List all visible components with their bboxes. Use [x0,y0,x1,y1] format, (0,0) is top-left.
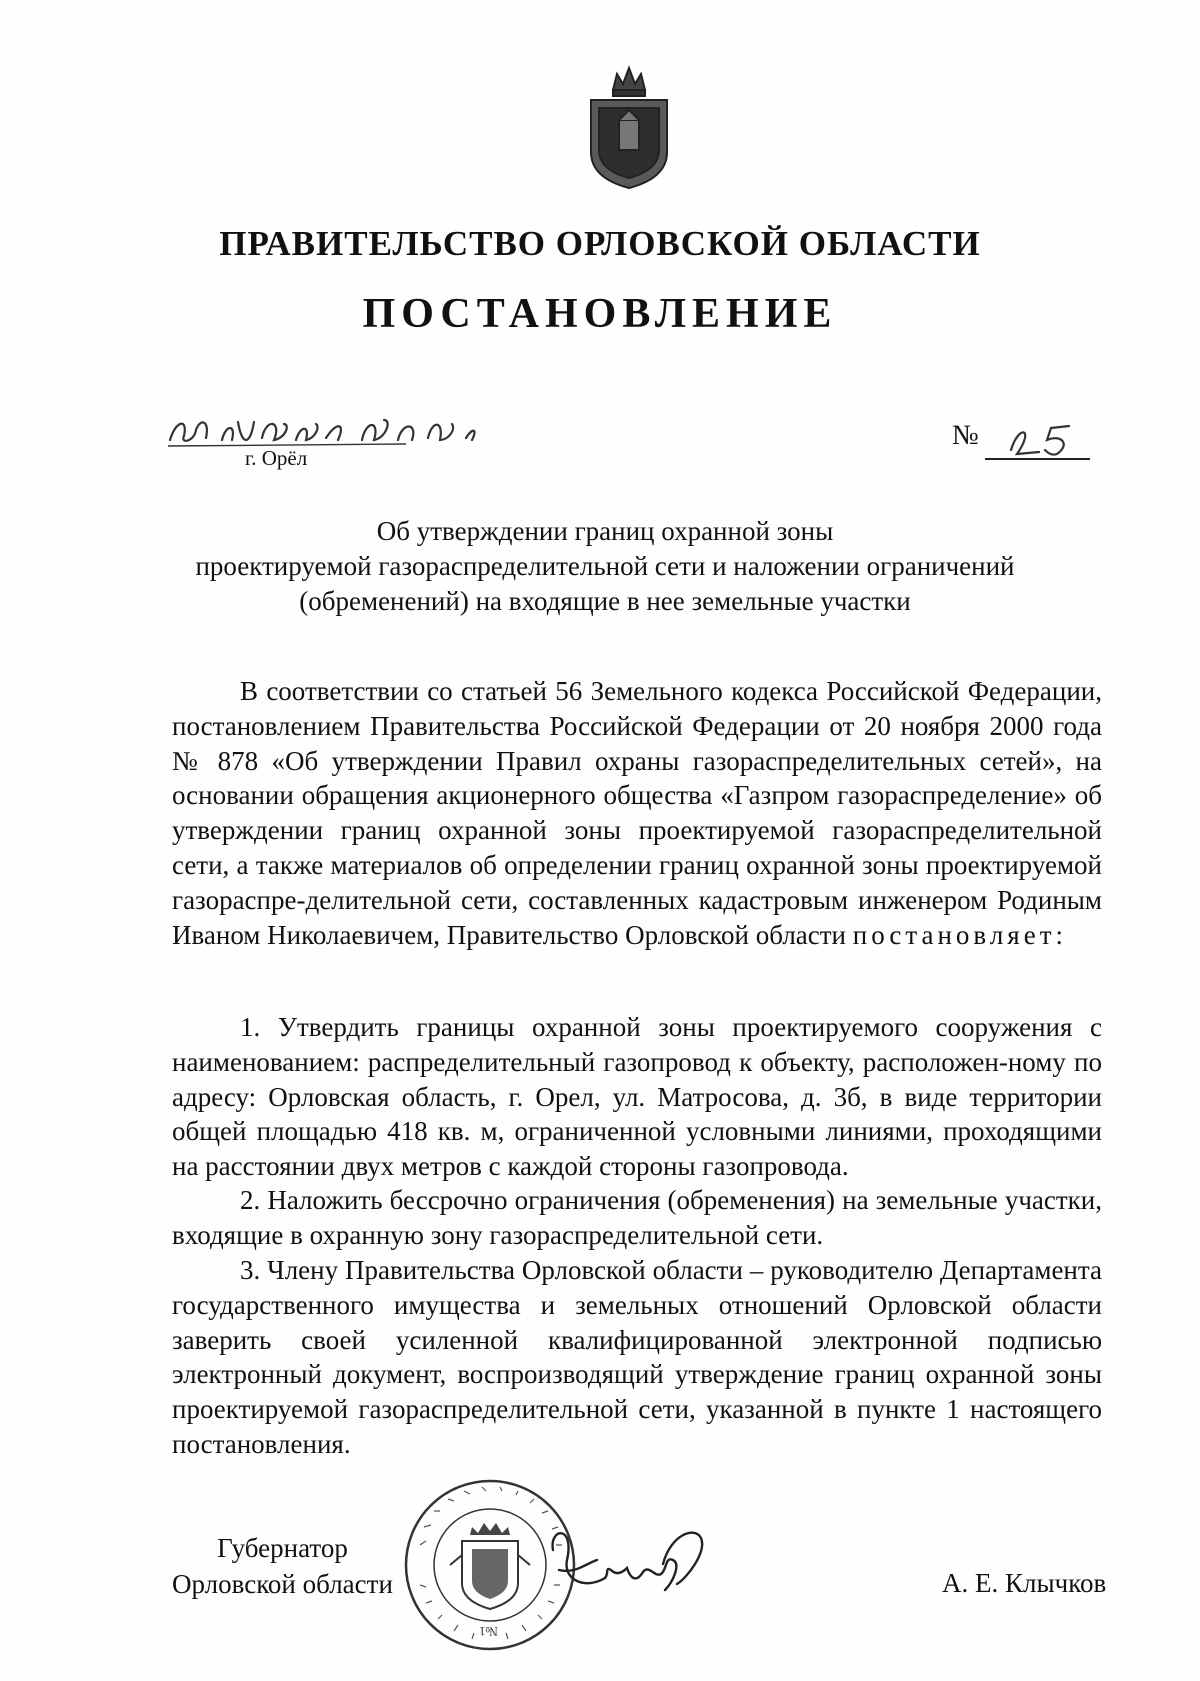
signatory-position [172,1530,393,1602]
position-line: Орловской области [172,1569,393,1599]
clause-2: 2. Наложить бессрочно ограничения (обременения) на земельные участки, входящие в охранную зону газораспределительной сети. [172,1185,1102,1250]
coat-of-arms-icon [583,60,675,192]
signatory-name: А. Е. Клычков [942,1568,1107,1598]
city-name: г. Орёл [245,446,308,470]
number-underline [985,458,1090,460]
svg-text:№1: №1 [479,1624,498,1639]
government-name: ПРАВИТЕЛЬСТВО ОРЛОВСКОЙ ОБЛАСТИ [219,224,981,263]
position-line: Губернатор [217,1533,348,1563]
clause-1: 1. Утвердить границы охранной зоны проектируемого сооружения с наименованием: распределительный газопровод к объекту, расположен-ному по адресу: Орловская область, г. Орел, ул. Матросова, д. 3б, в виде территории общей площадью 418 кв. м, ограниченной условными линиями, проходящими на расстоянии двух метров с каждой стороны газопровода. [172,1012,1102,1182]
subject-line: проектируемой газораспределительной сети и наложении ограничений [195,551,1015,581]
handwritten-number [1005,418,1075,460]
preamble-text: В соответствии со статьей 56 Земельного кодекса Российской Федерации, постановлением Правительства Российской Федерации от 20 ноября 2000 года № 878 «Об утверждении Правил охраны газораспределительных сетей», на основании обращения акционерного общества «Газпром газораспределение» об утверждении границ охранной зоны проектируемой газораспределительной сети, а также материалов об определении границ охранной зоны проектируемой газораспре-делительной сети, составленных кадастровым инженером Родиным Иваном Николаевичем, Правительство Орловской области [172,676,1102,950]
handwritten-signature [545,1520,710,1610]
preamble-paragraph [172,674,1102,952]
clause-3: 3. Члену Правительства Орловской области – руководителю Департамента государственного имущества и земельных отношений Орловской области заверить своей усиленной квалифицированной электронной подписью электронный документ, воспроизводящий утверждение границ охранной зоны проектируемой газораспределительной сети, указанной в пункте 1 настоящего постановления. [172,1255,1102,1459]
document-subject [180,514,1030,619]
subject-line: Об утверждении границ охранной зоны [376,516,834,546]
document-type: ПОСТАНОВЛЕНИЕ [362,291,838,337]
subject-line: (обременений) на входящие в нее земельные участки [299,586,911,616]
resolves-word: постановляет: [852,919,1068,950]
document-number-label: № [952,420,979,451]
handwritten-date [166,410,506,450]
